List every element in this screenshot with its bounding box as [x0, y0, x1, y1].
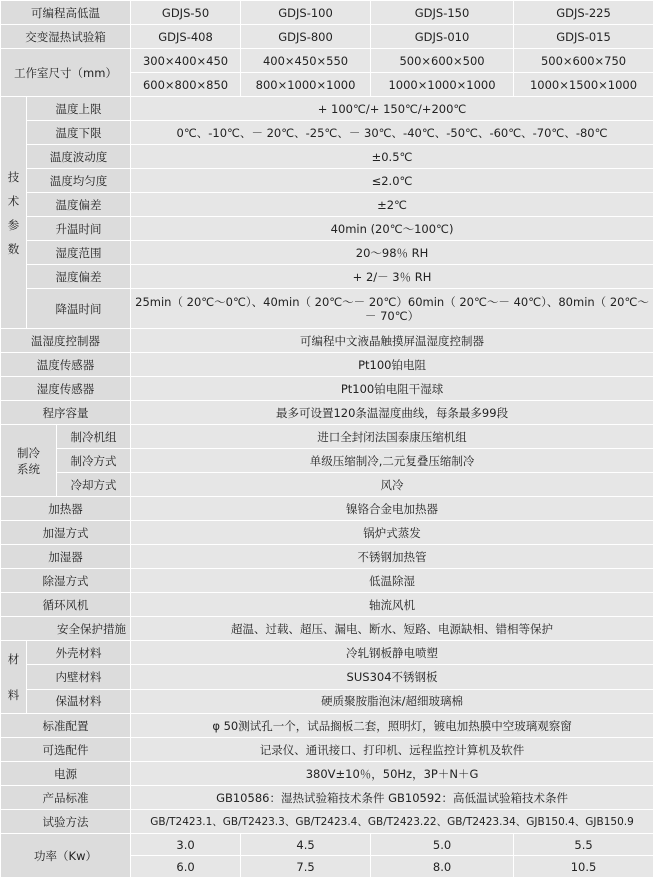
power-cell: 5.5	[514, 834, 653, 856]
chamber-size-label: 工作室尺寸（mm）	[1, 49, 131, 97]
power-cell: 6.0	[131, 856, 241, 878]
power-cell: 5.0	[371, 834, 514, 856]
refrig-label: 冷却方式	[57, 473, 131, 497]
general-row	[1, 786, 653, 810]
chamber-size-cell: 1000×1500×1000	[514, 73, 653, 97]
general-value: 380V±10％，50Hz，3P＋N＋G	[131, 762, 653, 786]
tech-value: + 2/－ 3％ RH	[131, 265, 653, 289]
general-value: 最多可设置120条温湿度曲线，每条最多99段	[131, 401, 653, 425]
general-value: GB/T2423.1、GB/T2423.3、GB/T2423.4、GB/T2423.22、GB/T2423.34、GJB150.4、GJB150.9	[131, 810, 653, 834]
material-row	[1, 689, 653, 713]
refrig-row	[1, 473, 653, 497]
chamber-size-row-1	[1, 49, 653, 73]
general-label: 试验方法	[1, 810, 131, 834]
tech-value: 20～98％ RH	[131, 241, 653, 265]
general-label: 标准配置	[1, 714, 131, 738]
material-label: 外壳材料	[27, 641, 131, 665]
refrig-row	[1, 449, 653, 473]
power-cell: 7.5	[241, 856, 371, 878]
material-value: 硬质聚胺脂泡沫/超细玻璃棉	[131, 689, 653, 713]
model-cell: GDJS-150	[371, 1, 514, 25]
material-group-label: 材料	[1, 641, 27, 714]
tech-label: 降温时间	[27, 289, 131, 329]
general-value: 记录仪、通讯接口、打印机、远程监控计算机及软件	[131, 738, 653, 762]
model-cell: GDJS-50	[131, 1, 241, 25]
tech-value: 0℃、-10℃、－ 20℃、-25℃、－ 30℃、-40℃、-50℃、-60℃、-70℃、-80℃	[131, 121, 653, 145]
tech-row	[1, 169, 653, 193]
refrig-label: 制冷方式	[57, 449, 131, 473]
tech-label: 温度下限	[27, 121, 131, 145]
general-label: 循环风机	[1, 593, 131, 617]
refrig-group-label: 制冷系统	[1, 425, 57, 497]
tech-label: 温度上限	[27, 97, 131, 121]
general-row	[1, 545, 653, 569]
tech-row	[1, 145, 653, 169]
chamber-size-cell: 800×1000×1000	[241, 73, 371, 97]
general-value: GB10586：湿热试验箱技术条件 GB10592：高低温试验箱技术条件	[131, 786, 653, 810]
header-row-2	[1, 25, 653, 49]
header-label-1: 可编程高低温	[1, 1, 131, 25]
general-label: 除湿方式	[1, 569, 131, 593]
tech-row	[1, 97, 653, 121]
tech-label: 温度偏差	[27, 193, 131, 217]
model-cell: GDJS-225	[514, 1, 653, 25]
general-label: 温湿度控制器	[1, 329, 131, 353]
tech-value: ≤2.0℃	[131, 169, 653, 193]
general-label: 加湿器	[1, 545, 131, 569]
power-row-1	[1, 834, 653, 856]
tech-row	[1, 241, 653, 265]
model-cell: GDJS-015	[514, 25, 653, 49]
general-label: 程序容量	[1, 401, 131, 425]
tech-label: 升温时间	[27, 217, 131, 241]
tech-row	[1, 217, 653, 241]
general-label: 加热器	[1, 497, 131, 521]
general-row	[1, 810, 653, 834]
chamber-size-cell: 400×450×550	[241, 49, 371, 73]
general-row	[1, 377, 653, 401]
general-row	[1, 521, 653, 545]
general-row	[1, 569, 653, 593]
chamber-size-cell: 500×600×750	[514, 49, 653, 73]
tech-value: ±2℃	[131, 193, 653, 217]
material-value: 冷轧钢板静电喷塑	[131, 641, 653, 665]
general-value: 可编程中文液晶触摸屏温湿度控制器	[131, 329, 653, 353]
tech-row	[1, 121, 653, 145]
refrig-row	[1, 425, 653, 449]
general-label: 电源	[1, 762, 131, 786]
general-row	[1, 762, 653, 786]
tech-label: 湿度偏差	[27, 265, 131, 289]
general-value: 低温除湿	[131, 569, 653, 593]
general-value: Pt100铂电阻	[131, 353, 653, 377]
refrig-value: 进口全封闭法国泰康压缩机组	[131, 425, 653, 449]
header-row-1	[1, 1, 653, 25]
general-value: 锅炉式蒸发	[131, 521, 653, 545]
material-value: SUS304不锈钢板	[131, 665, 653, 689]
tech-row	[1, 289, 653, 329]
material-label: 保温材料	[27, 689, 131, 713]
model-cell: GDJS-100	[241, 1, 371, 25]
refrig-value: 风冷	[131, 473, 653, 497]
general-row	[1, 329, 653, 353]
material-row	[1, 641, 653, 665]
general-row	[1, 593, 653, 617]
refrig-label: 制冷机组	[57, 425, 131, 449]
refrig-value: 单级压缩制冷,二元复叠压缩制冷	[131, 449, 653, 473]
tech-label: 湿度范围	[27, 241, 131, 265]
general-value: 不锈钢加热管	[131, 545, 653, 569]
power-label: 功率（Kw）	[1, 834, 131, 878]
chamber-size-cell: 1000×1000×1000	[371, 73, 514, 97]
power-cell: 8.0	[371, 856, 514, 878]
general-row	[1, 738, 653, 762]
general-row	[1, 617, 653, 641]
general-row	[1, 401, 653, 425]
model-cell: GDJS-010	[371, 25, 514, 49]
power-cell: 3.0	[131, 834, 241, 856]
general-value: 超温、过载、超压、漏电、断水、短路、电源缺相、错相等保护	[131, 617, 653, 641]
chamber-size-cell: 300×400×450	[131, 49, 241, 73]
general-row	[1, 497, 653, 521]
tech-group-label: 技术参数	[1, 97, 27, 329]
chamber-size-cell: 600×800×850	[131, 73, 241, 97]
general-label: 安全保护措施	[1, 617, 131, 641]
general-label: 温度传感器	[1, 353, 131, 377]
material-label: 内壁材料	[27, 665, 131, 689]
general-value: Pt100铂电阻干湿球	[131, 377, 653, 401]
model-cell: GDJS-800	[241, 25, 371, 49]
material-row	[1, 665, 653, 689]
general-value: 轴流风机	[131, 593, 653, 617]
tech-value: ±0.5℃	[131, 145, 653, 169]
general-row	[1, 714, 653, 738]
power-cell: 4.5	[241, 834, 371, 856]
tech-value: 40min (20℃～100℃)	[131, 217, 653, 241]
general-label: 产品标准	[1, 786, 131, 810]
chamber-size-cell: 500×600×500	[371, 49, 514, 73]
general-value: 镍铬合金电加热器	[131, 497, 653, 521]
general-value: φ 50测试孔一个，试品搁板二套，照明灯，镀电加热膜中空玻璃观察窗	[131, 714, 653, 738]
tech-value: + 100℃/+ 150℃/+200℃	[131, 97, 653, 121]
tech-row	[1, 265, 653, 289]
general-label: 湿度传感器	[1, 377, 131, 401]
tech-value: 25min（ 20℃～0℃）、40min（ 20℃～－ 20℃）60min（ 20℃～－ 40℃）、80min（ 20℃～－ 70℃）	[131, 289, 653, 329]
tech-label: 温度波动度	[27, 145, 131, 169]
power-cell: 10.5	[514, 856, 653, 878]
model-cell: GDJS-408	[131, 25, 241, 49]
tech-label: 温度均匀度	[27, 169, 131, 193]
header-label-2: 交变湿热试验箱	[1, 25, 131, 49]
tech-row	[1, 193, 653, 217]
general-label: 加湿方式	[1, 521, 131, 545]
general-row	[1, 353, 653, 377]
general-label: 可选配件	[1, 738, 131, 762]
